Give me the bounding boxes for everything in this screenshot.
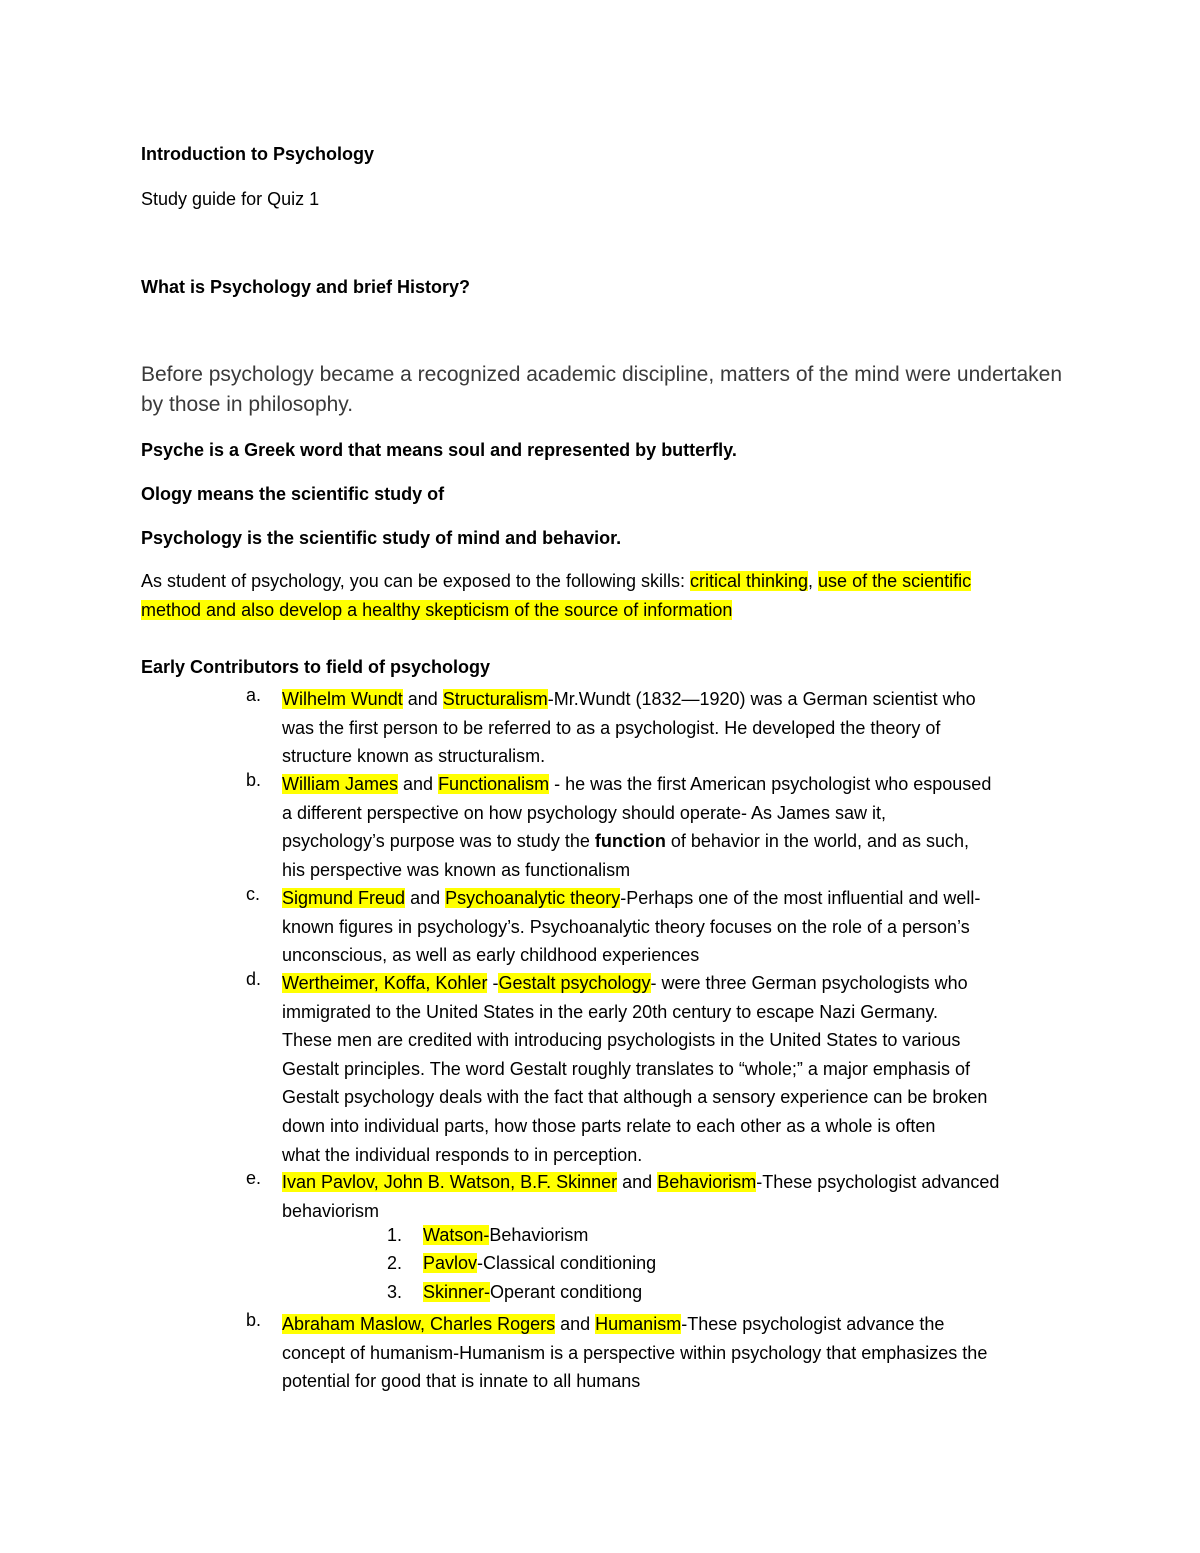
- list-item-gestalt: [282, 969, 1072, 1169]
- list-item-wundt: [282, 685, 1072, 771]
- list-item-behaviorism: [282, 1168, 1072, 1225]
- list-label-a: a.: [246, 685, 262, 705]
- item-connector: and: [402, 689, 443, 709]
- doc-title: Introduction to Psychology: [141, 144, 374, 164]
- item-connector: and: [398, 774, 439, 794]
- skill-scientific-method-part-2: method and also develop a healthy skepticism of the source of information: [141, 600, 733, 620]
- sublist-item-watson: [423, 1225, 588, 1246]
- item-school-highlight: Gestalt psychology: [498, 973, 651, 993]
- item-name-highlight: William James: [282, 774, 399, 794]
- doc-subtitle: Study guide for Quiz 1: [141, 189, 320, 209]
- item-line-1-rest: -Mr.Wundt (1832—1920) was a German scientist who: [547, 689, 976, 709]
- sublist-name-highlight: Watson-: [423, 1225, 490, 1245]
- item-line-3: These men are credited with introducing psychologists in the United States to various: [282, 1030, 961, 1051]
- psyche-definition: Psyche is a Greek word that means soul and represented by butterfly.: [141, 440, 737, 460]
- list-label-c: c.: [246, 884, 261, 904]
- list-item-james: [282, 770, 1072, 884]
- item-name-highlight: Wertheimer, Koffa, Kohler: [282, 973, 488, 993]
- item-line-2: immigrated to the United States in the early 20th century to escape Nazi Germany.: [282, 1001, 938, 1022]
- sublist-label-3: 3.: [387, 1282, 403, 1302]
- item-school-highlight: Behaviorism: [657, 1172, 757, 1192]
- item-line-2: a different perspective on how psychology should operate- As James saw it,: [282, 802, 887, 823]
- list-label-d: d.: [246, 969, 262, 989]
- item-name-highlight: Abraham Maslow, Charles Rogers: [282, 1314, 556, 1334]
- ology-definition: Ology means the scientific study of: [141, 484, 445, 504]
- item-line-3: structure known as structuralism.: [282, 746, 546, 767]
- sublist-rest: Operant conditiong: [490, 1282, 643, 1302]
- item-line-3-pre: psychology’s purpose was to study the: [282, 831, 595, 852]
- item-school-highlight: Humanism: [595, 1314, 682, 1334]
- item-connector: and: [555, 1314, 596, 1334]
- item-line-5: Gestalt psychology deals with the fact that although a sensory experience can be broken: [282, 1087, 988, 1108]
- intro-line-2: by those in philosophy.: [141, 393, 354, 416]
- skills-paragraph-line-1: [141, 571, 971, 592]
- skills-lead-text: As student of psychology, you can be exposed to the following skills:: [141, 571, 690, 591]
- item-school-highlight: Structuralism: [442, 689, 548, 709]
- skill-scientific-method-part-1: use of the scientific: [818, 571, 972, 591]
- item-line-1-rest: -These psychologist advance the: [681, 1314, 945, 1334]
- list-label-b-humanism: b.: [246, 1310, 262, 1330]
- sublist-name-highlight: Pavlov: [423, 1253, 478, 1273]
- item-connector: and: [405, 888, 446, 908]
- list-label-b: b.: [246, 770, 262, 790]
- item-name-highlight: Sigmund Freud: [282, 888, 406, 908]
- section-heading-history: What is Psychology and brief History?: [141, 277, 471, 297]
- list-label-e: e.: [246, 1168, 262, 1188]
- item-line-1-rest: -These psychologist advanced: [756, 1172, 1000, 1192]
- item-line-3-post: of behavior in the world, and as such,: [665, 831, 970, 852]
- item-connector: and: [617, 1172, 658, 1192]
- sublist-label-1: 1.: [387, 1225, 403, 1245]
- psychology-definition: Psychology is the scientific study of mind and behavior.: [141, 528, 622, 548]
- sublist-item-skinner: [423, 1282, 642, 1303]
- item-school-highlight: Psychoanalytic theory: [445, 888, 621, 908]
- sublist-item-pavlov: [423, 1253, 656, 1274]
- list-item-humanism: [282, 1310, 1072, 1396]
- sublist-rest: -Classical conditioning: [477, 1253, 657, 1273]
- item-line-3: [282, 827, 1072, 856]
- sublist-rest: Behaviorism: [489, 1225, 589, 1245]
- item-line-2: concept of humanism-Humanism is a perspective within psychology that emphasizes the: [282, 1342, 988, 1363]
- item-line-7: what the individual responds to in perception.: [282, 1144, 643, 1165]
- section-heading-contributors: Early Contributors to field of psychology: [141, 657, 491, 677]
- item-line-4: Gestalt principles. The word Gestalt roughly translates to “whole;” a major emphasis of: [282, 1058, 970, 1079]
- skills-comma: ,: [808, 571, 819, 591]
- intro-line-1: Before psychology became a recognized academic discipline, matters of the mind were undertaken: [141, 363, 1062, 386]
- item-line-6: down into individual parts, how those parts relate to each other as a whole is often: [282, 1115, 936, 1136]
- item-line-3: potential for good that is innate to all humans: [282, 1371, 641, 1392]
- list-item-freud: [282, 884, 1072, 970]
- sublist-name-highlight: Skinner-: [423, 1282, 491, 1302]
- item-line-1-rest: - were three German psychologists who: [650, 973, 968, 993]
- item-line-1-rest: -Perhaps one of the most influential and well-: [620, 888, 981, 908]
- item-line-2: known figures in psychology’s. Psychoanalytic theory focuses on the role of a person’s: [282, 916, 970, 937]
- item-line-2: behaviorism: [282, 1200, 380, 1221]
- sublist-label-2: 2.: [387, 1253, 403, 1273]
- item-line-3: unconscious, as well as early childhood experiences: [282, 945, 700, 966]
- item-connector: -: [487, 973, 499, 993]
- item-line-3-bold: function: [594, 831, 666, 852]
- item-school-highlight: Functionalism: [438, 774, 550, 794]
- item-line-2: was the first person to be referred to as a psychologist. He developed the theory of: [282, 717, 941, 738]
- skills-paragraph-line-2: [141, 600, 732, 621]
- item-line-1-rest: - he was the first American psychologist who espoused: [549, 774, 992, 794]
- skill-critical-thinking: critical thinking: [689, 571, 809, 591]
- item-line-4: his perspective was known as functionalism: [282, 859, 631, 880]
- item-name-highlight: Wilhelm Wundt: [282, 689, 403, 709]
- item-name-highlight: Ivan Pavlov, John B. Watson, B.F. Skinner: [282, 1172, 618, 1192]
